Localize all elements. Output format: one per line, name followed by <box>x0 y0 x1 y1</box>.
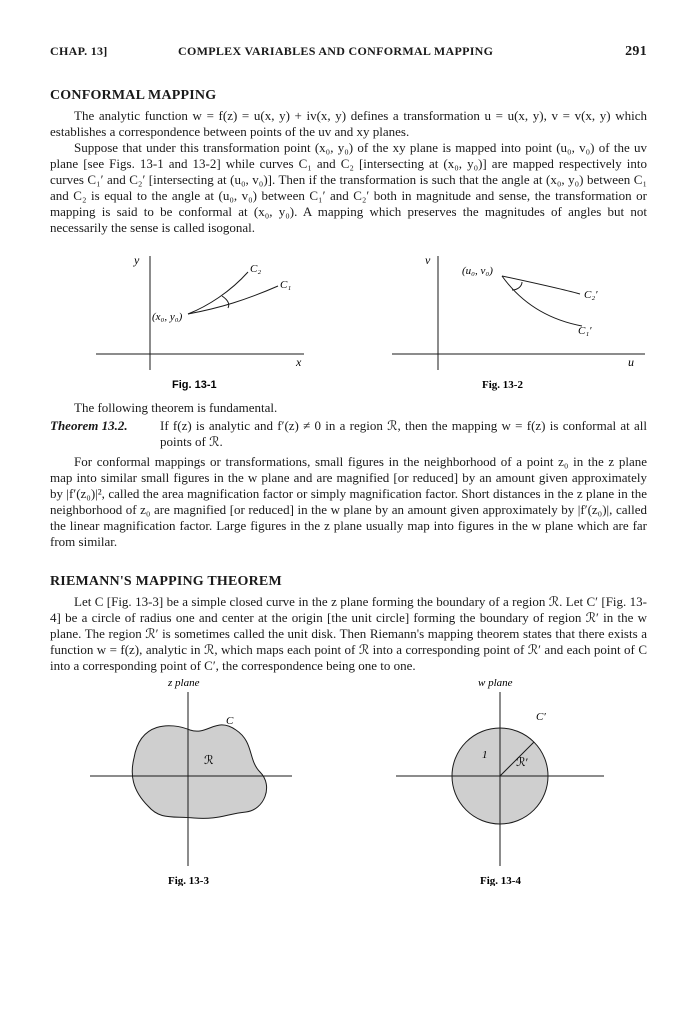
fig1-c1-label: C₁ <box>280 279 292 291</box>
chapter-title: COMPLEX VARIABLES AND CONFORMAL MAPPING <box>178 44 494 58</box>
fig4-radius-label: 1 <box>482 749 488 761</box>
fig2-caption: Fig. 13-2 <box>482 379 523 391</box>
figure-13-2 <box>392 256 645 370</box>
fig2-c1-label: C₁′ <box>578 325 592 337</box>
figure-row-13-1-13-2 <box>50 244 647 396</box>
fig3-plane-label: z plane <box>168 678 200 689</box>
fig1-x-label: x <box>296 355 302 369</box>
fig2-v-label: v <box>425 253 431 267</box>
paragraph-theorem-intro: The following theorem is fundamental. <box>74 400 278 415</box>
fig2-u-label: u <box>628 355 634 369</box>
page-number: 291 <box>625 44 647 59</box>
fig2-c2-label: C₂′ <box>584 289 598 301</box>
fig4-region-label: ℛ′ <box>516 755 529 769</box>
theorem-label: Theorem 13.2. <box>50 418 128 433</box>
fig3-region <box>132 725 266 818</box>
theorem-text: If f(z) is analytic and f′(z) ≠ 0 in a region ℛ, then the mapping w = f(z) is conformal at all points of ℛ. <box>160 418 647 449</box>
fig1-point-label: (x₀, y₀) <box>152 311 183 323</box>
fig2-angle-arc <box>512 282 522 290</box>
fig3-region-label: ℛ <box>204 753 214 767</box>
fig3-curve-label: C <box>226 715 234 727</box>
fig1-y-label: y <box>134 253 140 267</box>
fig1-caption: Fig. 13-1 <box>172 379 217 391</box>
chapter-label: CHAP. 13] <box>50 44 108 58</box>
fig2-curve-c2 <box>502 276 580 294</box>
paragraph-riemann: Let C [Fig. 13-3] be a simple closed curve in the z plane forming the boundary of a region ℛ. Let C′ [Fig. 13-4] be a circle of radius one and center at the origin [the unit circle] forming the boundary of region ℛ′ in the w plane. The region ℛ′ is sometimes called the unit disk. Then Riemann's mapping theorem states that there exists a function w = f(z), analytic in ℛ, which maps each point of ℛ into a corresponding point of ℛ′ and each point of C into a corresponding point of C′, the correspondence being one to one. <box>50 594 647 673</box>
paragraph-transformation: Suppose that under this transformation point (x₀, y₀) of the xy plane is mapped into point (u₀, v₀) of the uv plane [see Figs. 13-1 and 13-2] while curves C₁ and C₂ [intersecting at (x₀, y₀)] are mapped respectively into curves C₁′ and C₂′ [intersecting at (u₀, v₀)]. Then if the transformation is such that the angle at (x₀, y₀) between C₁ and C₂ is equal to the angle at (u₀, v₀) between C₁′ and C₂′ both in magnitude and sense, the transformation or mapping is said to be conformal at (x₀, y₀). A mapping which preserves the magnitudes of angles but not necessarily the sense is called isogonal. <box>50 140 647 235</box>
figures-13-1-13-2 <box>50 244 647 396</box>
fig4-plane-label: w plane <box>478 678 513 689</box>
fig2-curve-c1 <box>502 276 582 326</box>
fig1-c2-label: C₂ <box>250 263 262 275</box>
figure-row-13-3-13-4 <box>50 678 647 886</box>
fig3-caption: Fig. 13-3 <box>168 875 209 886</box>
fig1-curve-c1 <box>188 286 278 314</box>
paragraph-magnification: For conformal mappings or transformations, small figures in the neighborhood of a point z₀ in the z plane map into similar small figures in the w plane and are magnified [or reduced] by an amount given approximately by |f′(z₀)|², called the area magnification factor or simply magnification factor. Short distances in the z plane in the neighborhood of z₀ are magnified [or reduced] in the w plane by an amount given approximately by |f′(z₀)|, called the linear magnification factor. Large figures in the z plane usually map into figures in the w plane which are far from similar. <box>50 454 647 549</box>
figures-13-3-13-4 <box>50 678 647 886</box>
fig1-curve-c2 <box>188 272 248 314</box>
fig4-curve-label: C′ <box>536 711 546 723</box>
section-heading-riemann: RIEMANN'S MAPPING THEOREM <box>50 574 282 589</box>
fig2-point-label: (u₀, v₀) <box>462 265 493 277</box>
figure-13-1 <box>96 256 304 370</box>
theorem-13-2 <box>50 418 647 450</box>
running-header <box>50 44 647 64</box>
fig4-caption: Fig. 13-4 <box>480 875 521 886</box>
section-heading-conformal-mapping: CONFORMAL MAPPING <box>50 88 217 103</box>
paragraph-analytic-function: The analytic function w = f(z) = u(x, y) + iv(x, y) defines a transformation u = u(x, y), v = v(x, y) which establishes a correspondence between points of the uv and xy planes. <box>50 108 647 139</box>
page <box>50 44 647 886</box>
